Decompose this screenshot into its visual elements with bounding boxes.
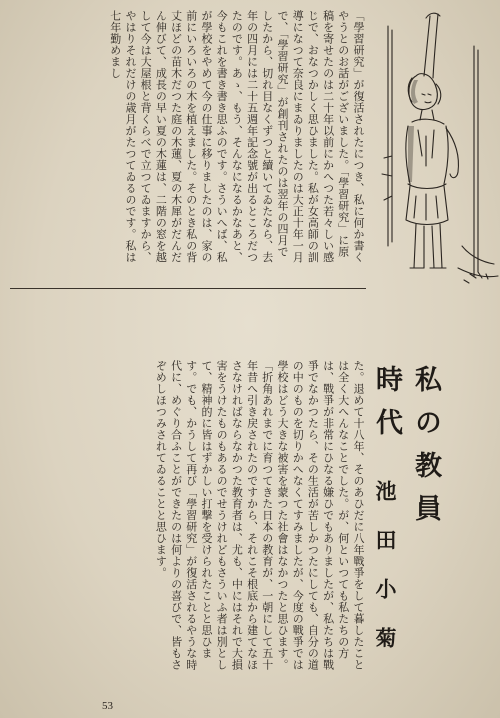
essay-text-lower: た。退めて十八年、そのあひだに八年戰爭をして暮したことは全く大へんなことでした。が、何といつても私たちの方は、戰爭が非常にひなる嫌ひでもありましたが、私たちは戰爭でなかつたら、その生活が苦しかつたにしても、自分の道の中のものを切りかへなくてすみましたが、今度の戰爭では學校はどう大きな被害を蒙つた社會はなかつたと思ひます。「折角あれまでに育つてきた日本の教育が、一朝にして五十年昔へ引き戻されたのですから、それこそ根底から建てなほさなければならなかつた教育者は、尤も、中にはそれで大損害をうけたものもあるのでせうけれどもさういふ者は別として、精神的に皆はずかしい打撃を受けられたことと思ひます。でも、かうして再び「學習研究」が復活されるやうな時代に、めぐり合ふことができたのは何よりの喜びで、皆もさぞめしほつみされてゐることと思ひます。 <box>154 360 365 671</box>
page-number: 53 <box>102 700 113 712</box>
author-name: 池田小菊 <box>373 480 397 676</box>
essay-text-upper: 「學習研究」が復活されたにつき、私に何か書くやうとのお話がございました。「學習研究」に原稿を寄せたのは二十年以前にかへつた若々しい感じで、おなつかしく思ひました。私が女高師の訓導になつて奈良にまゐりましたのは大正十年一月で、「學習研究」が創刊されたのは翌年の四月でしたから、切れ目なくずつと續いてゐたなら、去年の四月には二十五週年記念號が出るところだつたのです。あゝ、もう、そんなになるかなあと、今もこれを書き書き思ふのです。さういへば、私が學校をやめて今の仕事に移りましたのは、家の前にいろいろの木を植えました。そのとき私の背丈ほどの苗木だつた庭の木蓮、夏の木犀がだんだん伸びて、成長の早い夏の木蓮は、二階の窓を越して今は大屋根と背くらべで立つてゐますから、やはりそれだけの歳月がたつてゐるのです。私は七年勤めまし <box>108 10 365 263</box>
section-divider <box>10 288 366 289</box>
article-title: 私の教員時代 <box>371 365 441 537</box>
figure-illustration <box>378 6 500 306</box>
